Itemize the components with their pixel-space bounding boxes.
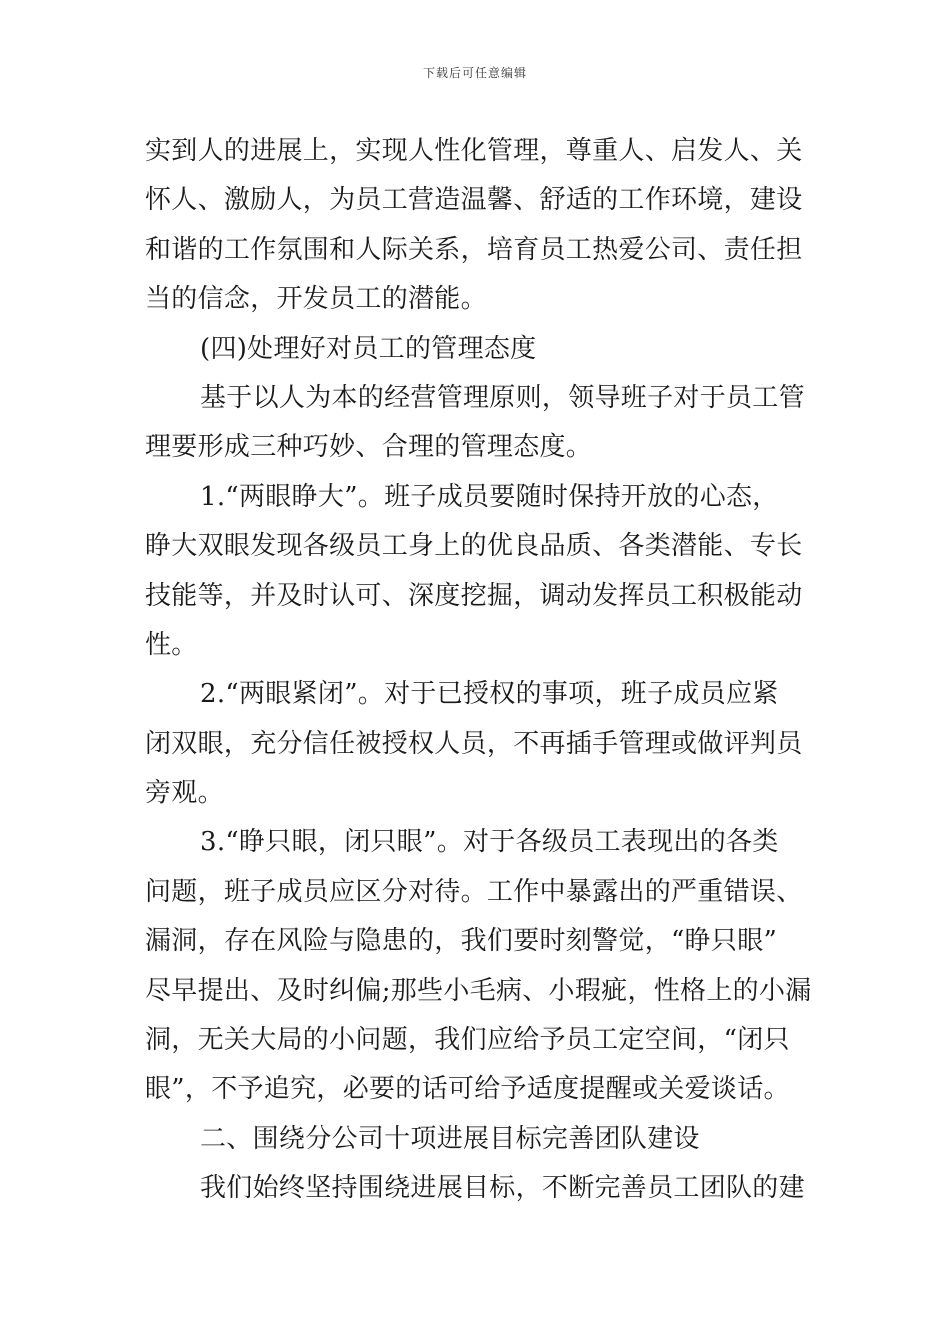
- text-line: 当的信念，开发员工的潜能。: [145, 284, 487, 315]
- text-line: 实到人的进展上，实现人性化管理，尊重人、启发人、关: [145, 136, 803, 166]
- text-line: 闭双眼，充分信任被授权人员，不再插手管理或做评判员: [145, 728, 803, 759]
- text-line: 基于以人为本的经营管理原则，领导班子对于员工管: [200, 382, 805, 413]
- text-line: 理要形成三种巧妙、合理的管理态度。: [145, 432, 593, 463]
- text-line: 睁大双眼发现各级员工身上的优良品质、各类潜能、专长: [145, 531, 803, 562]
- text-line: 洞，无关大局的小问题，我们应给予员工定空间，“闭只: [145, 1025, 790, 1056]
- text-line: 3.“睁只眼，闭只眼”。对于各级员工表现出的各类: [200, 827, 779, 858]
- text-line: 性。: [145, 629, 198, 660]
- text-line: 问题，班子成员应区分对待。工作中暴露出的严重错误、: [145, 876, 803, 907]
- text-line: 漏洞，存在风险与隐患的，我们要时刻警觉，“睁只眼”: [145, 926, 778, 957]
- section-heading: (四)处理好对员工的管理态度: [200, 333, 537, 364]
- text-line: 怀人、激励人，为员工营造温馨、舒适的工作环境，建设: [145, 185, 803, 216]
- text-line: 眼”，不予追究，必要的话可给予适度提醒或关爱谈话。: [145, 1074, 790, 1105]
- text-line: 1.“两眼睁大”。班子成员要随时保持开放的心态，: [200, 481, 779, 512]
- text-line: 我们始终坚持围绕进展目标，不断完善员工团队的建: [200, 1173, 805, 1204]
- body-text: [145, 127, 817, 1214]
- text-line: 旁观。: [145, 778, 224, 809]
- text-line: 和谐的工作氛围和人际关系，培育员工热爱公司、责任担: [145, 234, 803, 265]
- text-line: 2.“两眼紧闭”。对于已授权的事项，班子成员应紧: [200, 679, 779, 710]
- text-line: 尽早提出、及时纠偏;那些小毛病、小瑕疵，性格上的小漏: [145, 975, 812, 1006]
- header-note: 下载后可任意编辑: [422, 66, 527, 80]
- text-line: 技能等，并及时认可、深度挖掘，调动发挥员工积极能动: [145, 580, 803, 611]
- section-heading: 二、围绕分公司十项进展目标完善团队建设: [200, 1123, 700, 1154]
